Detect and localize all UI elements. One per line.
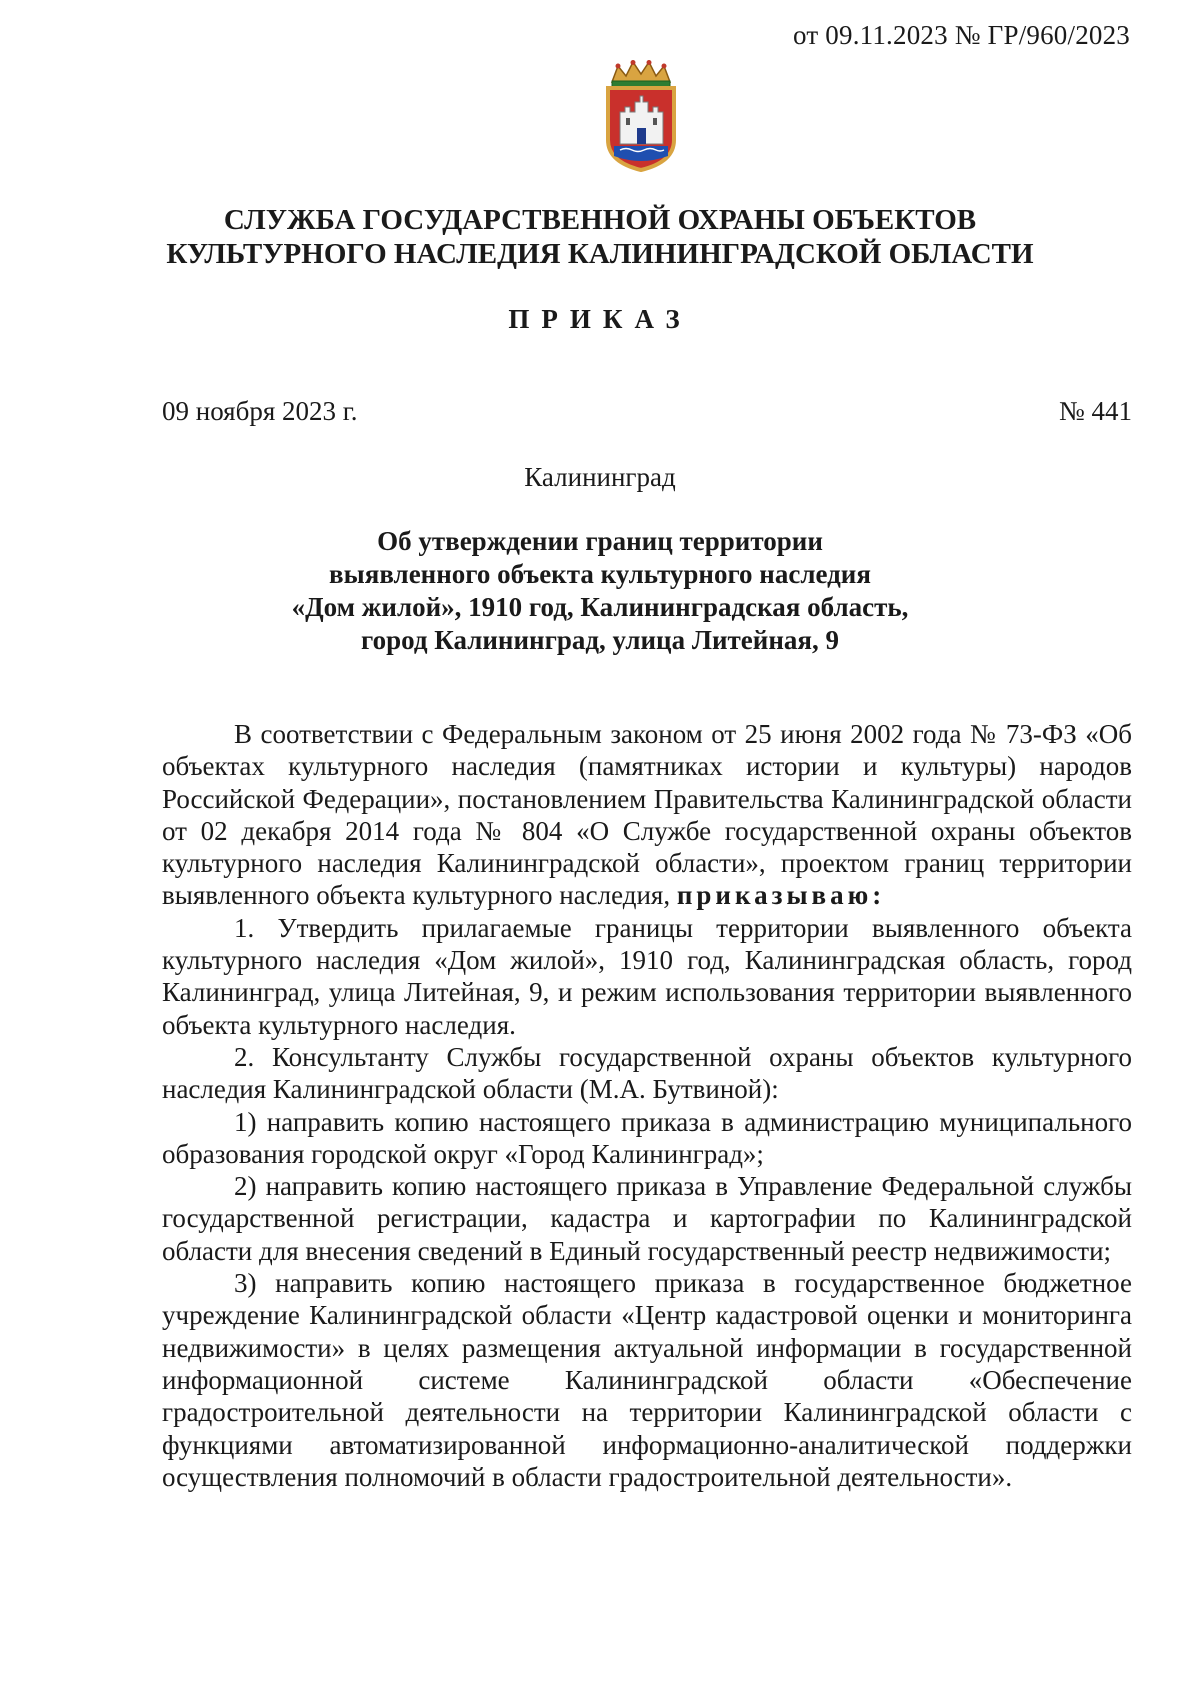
order-subject bbox=[0, 525, 1200, 657]
coat-of-arms-emblem bbox=[602, 60, 680, 172]
subject-line-1: Об утверждении границ территории bbox=[377, 526, 823, 556]
agency-name-line-2: КУЛЬТУРНОГО НАСЛЕДИЯ КАЛИНИНГРАДСКОЙ ОБЛАСТИ bbox=[166, 238, 1034, 270]
preamble-text: В соответствии с Федеральным законом от 25 июня 2002 года № 73-ФЗ «Об объектах культурного наследия (памятниках истории и культуры) народов Российской Федерации», постановлением Правительства Калининградской области от 02 декабря 2014 года № 804 «О Службе государственной охраны объектов культурного наследия Калининградской области», проектом границ территории выявленного объекта культурного наследия, bbox=[162, 719, 1132, 911]
subject-line-4: город Калининград, улица Литейная, 9 bbox=[361, 625, 839, 655]
agency-name-line-1: СЛУЖБА ГОСУДАРСТВЕННОЙ ОХРАНЫ ОБЪЕКТОВ bbox=[223, 204, 977, 236]
clause-2: 2. Консультанту Службы государственной охраны объектов культурного наследия Калининградской области (М.А. Бутвиной): bbox=[162, 1041, 1132, 1105]
clause-2-item-2: 2) направить копию настоящего приказа в Управление Федеральной службы государственной регистрации, кадастра и картографии по Калининградской области для внесения сведений в Единый государственный реестр недвижимости; bbox=[162, 1171, 1132, 1266]
document-type: ПРИКАЗ bbox=[508, 304, 692, 334]
order-body bbox=[162, 718, 1132, 1493]
city: Калининград bbox=[524, 462, 676, 492]
command-word: приказываю: bbox=[676, 880, 886, 911]
registration-stamp: от 09.11.2023 № ГР/960/2023 bbox=[793, 20, 1130, 50]
order-number: № 441 bbox=[1058, 396, 1132, 426]
date-number-line bbox=[162, 396, 1132, 427]
clause-1: 1. Утвердить прилагаемые границы территории выявленного объекта культурного наследия «Дом жилой», 1910 год, Калининградская область, город Калининград, улица Литейная, 9, и режим использования территории выявленного объекта культурного наследия. bbox=[162, 912, 1132, 1040]
preamble-paragraph bbox=[162, 718, 1132, 912]
agency-name bbox=[0, 203, 1200, 271]
clause-2-item-3: 3) направить копию настоящего приказа в государственное бюджетное учреждение Калининградской области «Центр кадастровой оценки и мониторинга недвижимости» в целях размещения актуальной информации в государственной информационной системе Калининградской области «Обеспечение градостроительной деятельности на территории Калининградской области с функциями автоматизированной информационно-аналитической поддержки осуществления полномочий в области градостроительной деятельности». bbox=[162, 1268, 1132, 1492]
clause-2-item-1: 1) направить копию настоящего приказа в администрацию муниципального образования городской округ «Город Калининград»; bbox=[162, 1106, 1132, 1169]
subject-line-2: выявленного объекта культурного наследия bbox=[329, 559, 871, 589]
subject-line-3: «Дом жилой», 1910 год, Калининградская область, bbox=[291, 592, 909, 622]
order-date: 09 ноября 2023 г. bbox=[162, 396, 358, 426]
